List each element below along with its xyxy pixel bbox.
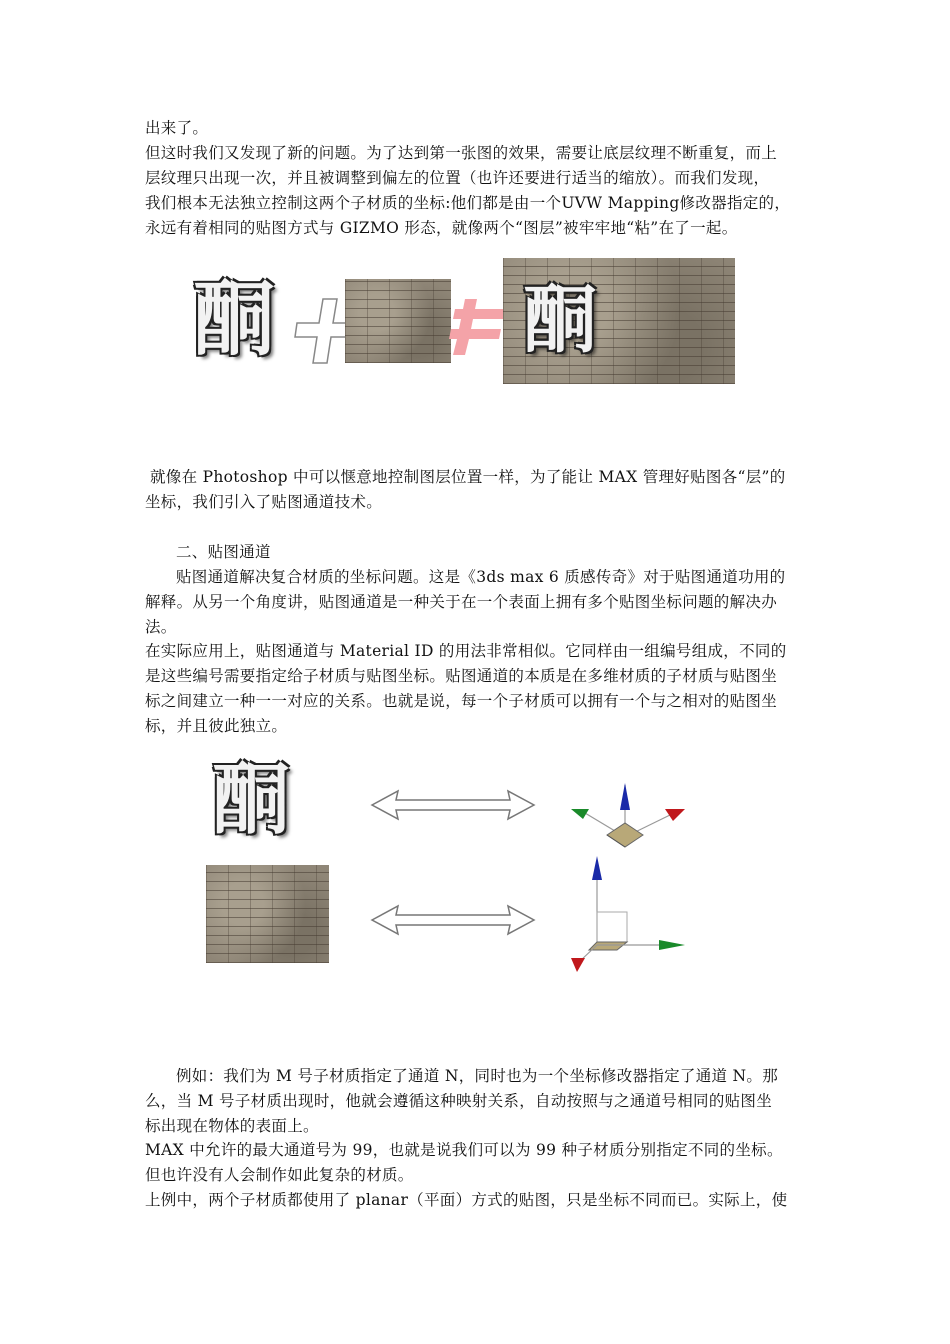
combined-result-image	[503, 258, 735, 384]
text-line: 永远有着相同的贴图方式与 GIZMO 形态，就像两个“图层”被牢牢地“粘”在了一起。	[145, 219, 738, 237]
text-line: 标之间建立一种一一对应的关系。也就是说，每一个子材质可以拥有一个与之相对的贴图坐	[145, 692, 778, 710]
graffiti-logo-image: 酮	[212, 755, 285, 845]
text-line: 标，并且彼此独立。	[145, 717, 288, 735]
text-line: 但这时我们又发现了新的问题。为了达到第一张图的效果，需要让底层纹理不断重复，而上	[145, 144, 778, 162]
graffiti-logo-image: 酮	[193, 272, 270, 367]
text-line: 法。	[145, 618, 177, 636]
not-equal-sign-icon	[447, 293, 511, 357]
figure-layer-combination	[185, 255, 740, 390]
text-line: 么，当 M 号子材质出现时，他就会遵循这种映射关系，自动按照与之通道号相同的贴图坐	[145, 1092, 773, 1110]
text-line: 就像在 Photoshop 中可以惬意地控制图层位置一样，为了能让 MAX 管理好贴图各“层”的	[150, 468, 786, 486]
text-line: 我们根本无法独立控制这两个子材质的坐标:他们都是由一个UVW Mapping修改器指定的，	[145, 194, 791, 212]
graffiti-logo-overlay: 酮	[523, 277, 591, 363]
text-line: 出来了。	[145, 119, 209, 137]
text-line: MAX 中允许的最大通道号为 99，也就是说我们可以为 99 种子材质分别指定不同的坐标。	[145, 1141, 783, 1159]
box-gizmo-icon	[565, 850, 700, 980]
text-line: 上例中，两个子材质都使用了 planar（平面）方式的贴图，只是坐标不同而已。实际上，使	[145, 1191, 788, 1209]
text-line: 标出现在物体的表面上。	[145, 1117, 319, 1135]
text-line: 是这些编号需要指定给子材质与贴图坐标。贴图通道的本质是在多维材质的子材质与贴图坐	[145, 667, 778, 685]
brick-texture-image	[206, 865, 329, 963]
text-line: 解释。从另一个角度讲，贴图通道是一种关于在一个表面上拥有多个贴图坐标问题的解决办	[145, 593, 778, 611]
text-line: 贴图通道解决复合材质的坐标问题。这是《3ds max 6 质感传奇》对于贴图通道功用的	[176, 568, 786, 586]
text-line: 例如：我们为 M 号子材质指定了通道 N，同时也为一个坐标修改器指定了通道 N。那	[176, 1067, 779, 1085]
double-arrow-icon	[368, 785, 538, 825]
brick-texture-image	[345, 279, 451, 363]
figure-channel-mapping	[200, 755, 710, 985]
text-line: 层纹理只出现一次，并且被调整到偏左的位置（也许还要进行适当的缩放）。而我们发现，	[145, 169, 770, 187]
double-arrow-icon	[368, 900, 538, 940]
text-line: 但也许没有人会制作如此复杂的材质。	[145, 1166, 414, 1184]
text-line: 坐标，我们引入了贴图通道技术。	[145, 493, 383, 511]
text-line: 在实际应用上，贴图通道与 Material ID 的用法非常相似。它同样由一组编号组成，不同的	[145, 642, 787, 660]
section-heading: 二、贴图通道	[176, 543, 271, 561]
